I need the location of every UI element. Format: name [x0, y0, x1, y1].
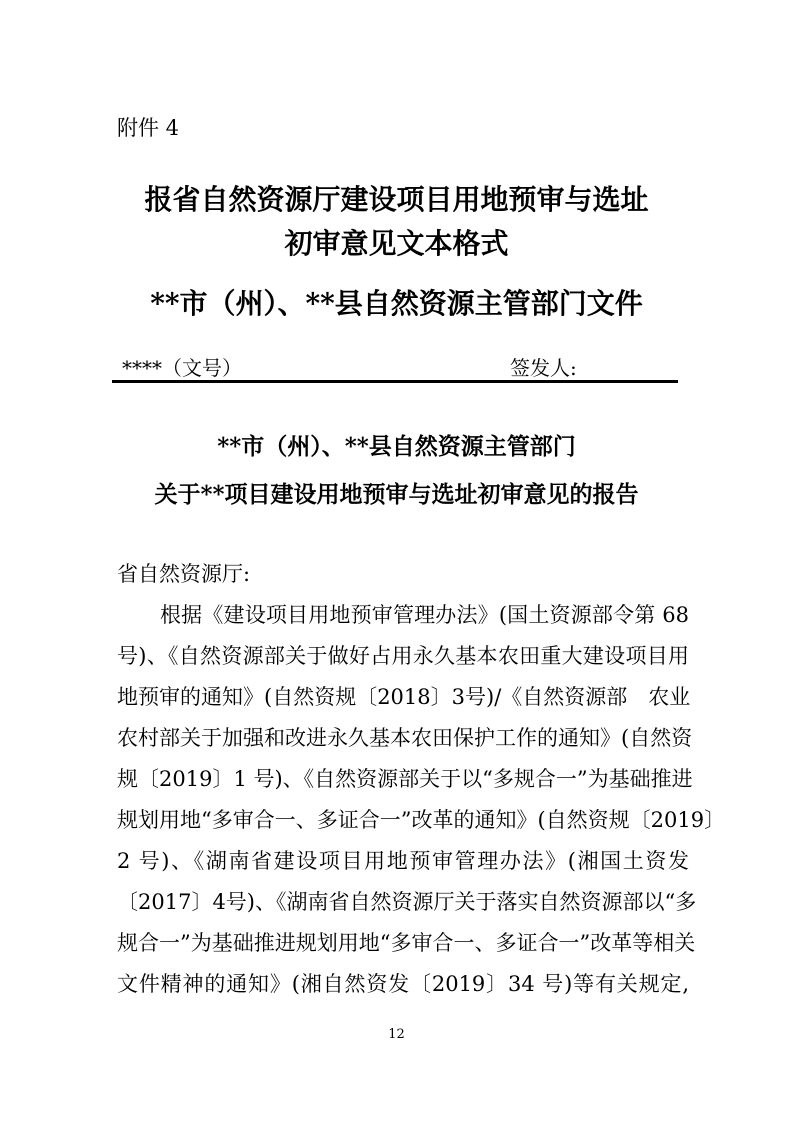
body-line: 根据《建设项目用地预审管理办法》(国土资源部令第 68: [160, 603, 689, 627]
body-line: 农村部关于加强和改进永久基本农田保护工作的通知》(自然资: [117, 726, 693, 750]
document-title-line-2: 初审意见文本格式: [284, 227, 509, 260]
body-line: 〔2017〕4号)、《湖南省自然资源厅关于落实自然资源部以“多: [117, 890, 697, 914]
issuing-authority-heading: **市（州）、**县自然资源主管部门文件: [150, 287, 643, 320]
body-line: 规划用地“多审合一、多证合一”改革的通知》(自然资规〔2019〕: [117, 808, 726, 832]
body-line: 地预审的通知》(自然资规〔2018〕3号)/《自然资源部 农业: [117, 685, 691, 709]
body-line: 规〔2019〕1 号)、《自然资源部关于以“多规合一”为基础推进: [117, 767, 693, 791]
body-line: 文件精神的通知》(湘自然资发〔2019〕34 号)等有关规定,: [117, 972, 689, 996]
report-title-line-1: **市（州）、**县自然资源主管部门: [217, 433, 576, 460]
body-line: 2 号)、《湖南省建设项目用地预审管理办法》(湘国土资发: [117, 849, 689, 873]
page-number: 12: [388, 1027, 405, 1042]
report-title-line-2: 关于**项目建设用地预审与选址初审意见的报告: [154, 481, 639, 508]
body-line: 规合一”为基础推进规划用地“多审合一、多证合一”改革等相关: [117, 931, 696, 955]
body-line: 号)、《自然资源部关于做好占用永久基本农田重大建设项目用: [117, 644, 689, 668]
salutation: 省自然资源厅:: [117, 562, 251, 586]
document-title-line-1: 报省自然资源厅建设项目用地预审与选址: [144, 183, 649, 216]
document-number: ****（文号）: [122, 356, 242, 380]
header-divider: [112, 380, 678, 383]
attachment-label: 附件 4: [117, 116, 180, 140]
signer-label: 签发人:: [510, 356, 577, 380]
